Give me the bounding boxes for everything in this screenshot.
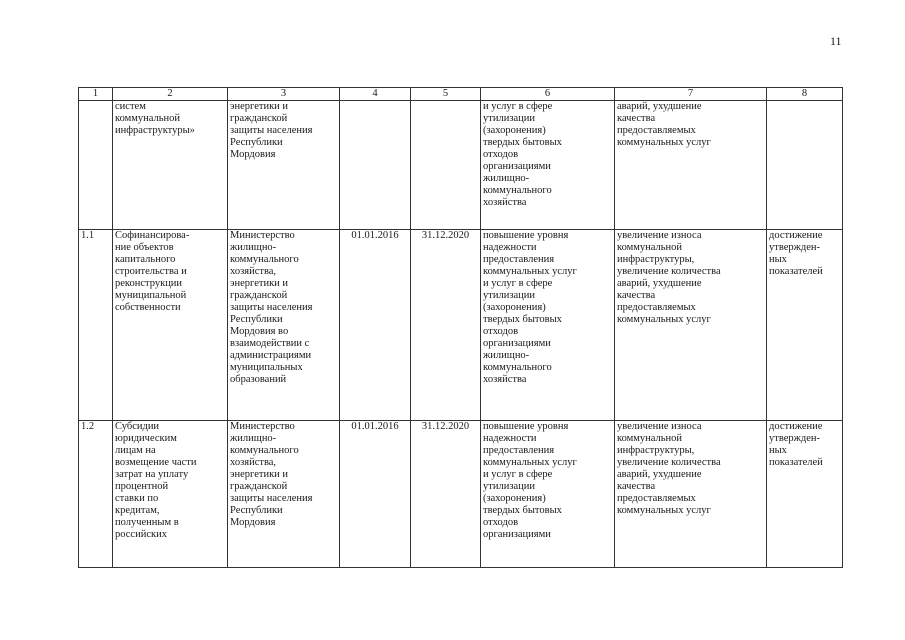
expected-result: и услуг в сфере утилизации (захоронения) твердых бытовых отходов организациями жилищно- коммунального хозяйства — [481, 101, 615, 230]
end-date: 31.12.2020 — [411, 421, 481, 568]
column-header: 5 — [411, 88, 481, 101]
end-date: 31.12.2020 — [411, 230, 481, 421]
column-header: 1 — [79, 88, 113, 101]
column-header: 2 — [113, 88, 228, 101]
indicator: достижение утвержден- ных показателей — [767, 421, 843, 568]
consequences: аварий, ухудшение качества предоставляемых коммунальных услуг — [615, 101, 767, 230]
executor: Министерство жилищно- коммунального хозяйства, энергетики и гражданской защиты населения Республики Мордовия — [228, 421, 340, 568]
end-date — [411, 101, 481, 230]
start-date: 01.01.2016 — [340, 421, 411, 568]
start-date: 01.01.2016 — [340, 230, 411, 421]
column-header: 4 — [340, 88, 411, 101]
executor: энергетики и гражданской защиты населения Республики Мордовия — [228, 101, 340, 230]
column-header: 8 — [767, 88, 843, 101]
column-header: 3 — [228, 88, 340, 101]
header-row — [79, 88, 843, 101]
expected-result: повышение уровня надежности предоставления коммунальных услуг и услуг в сфере утилизации (захоронения) твердых бытовых отходов организациями жилищно- коммунального хозяйства — [481, 230, 615, 421]
indicator — [767, 101, 843, 230]
table-row — [79, 230, 843, 421]
consequences: увеличение износа коммунальной инфраструктуры, увеличение количества аварий, ухудшение качества предоставляемых коммунальных услуг — [615, 421, 767, 568]
column-header: 6 — [481, 88, 615, 101]
indicator: достижение утвержден- ных показателей — [767, 230, 843, 421]
measures-table — [78, 87, 843, 568]
measure-name: Софинансирова- ние объектов капитального строительства и реконструкции муниципальной собственности — [113, 230, 228, 421]
page-number: 11 — [830, 34, 842, 48]
table-row — [79, 101, 843, 230]
consequences: увеличение износа коммунальной инфраструктуры, увеличение количества аварий, ухудшение качества предоставляемых коммунальных услуг — [615, 230, 767, 421]
table-row — [79, 421, 843, 568]
row-number — [79, 101, 113, 230]
row-number: 1.1 — [79, 230, 113, 421]
row-number: 1.2 — [79, 421, 113, 568]
expected-result: повышение уровня надежности предоставления коммунальных услуг и услуг в сфере утилизации (захоронения) твердых бытовых отходов организациями — [481, 421, 615, 568]
measure-name: Субсидии юридическим лицам на возмещение части затрат на уплату процентной ставки по кредитам, полученным в российских — [113, 421, 228, 568]
measure-name: систем коммунальной инфраструктуры» — [113, 101, 228, 230]
executor: Министерство жилищно- коммунального хозяйства, энергетики и гражданской защиты населения Республики Мордовия во взаимодействии с администрациями муниципальных образований — [228, 230, 340, 421]
column-header: 7 — [615, 88, 767, 101]
start-date — [340, 101, 411, 230]
